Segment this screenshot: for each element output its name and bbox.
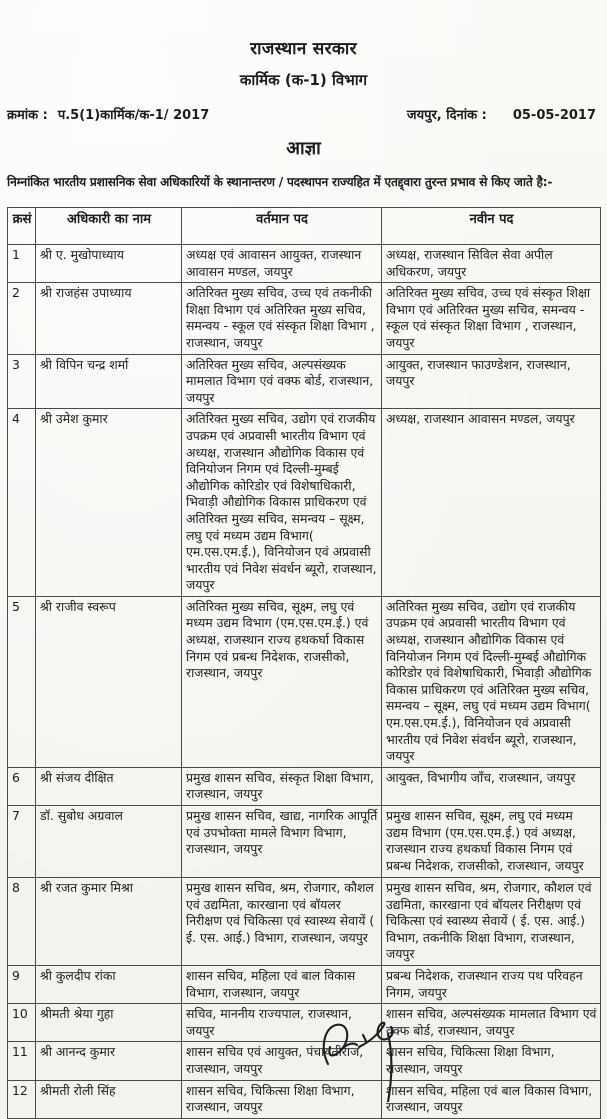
transfer-table-body bbox=[8, 245, 601, 1119]
table-row bbox=[8, 965, 601, 1003]
officer-name-cell: श्रीमती रोली सिंह bbox=[36, 1080, 182, 1118]
table-row bbox=[8, 767, 601, 805]
header-officer-name: अधिकारी का नाम bbox=[36, 208, 182, 245]
serial-cell: 2 bbox=[8, 283, 36, 354]
serial-cell: 10 bbox=[8, 1004, 36, 1042]
new-post-cell: प्रमुख शासन सचिव, सूक्ष्म, लघु एवं मध्यम उद्यम विभाग (एम.एस.एम.ई.) एवं अध्यक्ष, राजस्थान राज्य हथकर्घा विकास निगम एवं प्रबन्ध निदेशक, राजसीको, राजस्थान, जयपुर bbox=[382, 806, 601, 878]
serial-cell: 7 bbox=[8, 806, 36, 878]
table-row bbox=[8, 806, 601, 878]
table-header-row bbox=[8, 208, 601, 245]
serial-cell: 4 bbox=[8, 409, 36, 597]
reference-number-group bbox=[7, 105, 209, 123]
officer-name-cell: श्री राजहंस उपाध्याय bbox=[36, 283, 182, 354]
new-post-cell: आयुक्त, विभागीय जाँच, राजस्थान, जयपुर bbox=[382, 767, 601, 805]
current-post-cell: अतिरिक्त मुख्य सचिव, उच्च एवं तकनीकी शिक्षा विभाग एवं अतिरिक्त मुख्य सचिव, समन्वय - स्कूल एवं संस्कृत शिक्षा विभाग , राजस्थान, जयपुर bbox=[182, 283, 382, 354]
officer-name-cell: श्री संजय दीक्षित bbox=[36, 767, 182, 805]
reference-label: क्रमांक : bbox=[7, 108, 48, 123]
officer-name-cell: श्रीमती श्रेया गुहा bbox=[36, 1004, 182, 1042]
new-post-cell: अध्यक्ष, राजस्थान सिविल सेवा अपील अधिकरण, जयपुर bbox=[382, 245, 601, 283]
current-post-cell: प्रमुख शासन सचिव, श्रम, रोजगार, कौशल एवं उद्यमिता, कारखाना एवं बॉयलर निरीक्षण एवं चिकित्सा एवं स्वास्थ्य सेवायें ( ई. एस. आई.) विभाग, राजस्थान, जयपुर bbox=[182, 878, 382, 966]
reference-line bbox=[7, 105, 600, 123]
officer-name-cell: श्री राजीव स्वरूप bbox=[36, 596, 182, 767]
current-post-cell: अतिरिक्त मुख्य सचिव, उद्योग एवं राजकीय उपक्रम एवं अप्रवासी भारतीय विभाग एवं अध्यक्ष, राजस्थान औद्योगिक विकास एवं विनियोजन निगम एवं दिल्ली-मुम्बई औद्योगिक कोरिडोर एवं विशेषाधिकारी, भिवाड़ी औद्योगिक विकास प्राधिकरण एवं अतिरिक्त मुख्य सचिव, समन्वय – सूक्ष्म, लघु एवं मध्यम उद्यम विभाग( एम.एस.एम.ई.), विनियोजन एवं अप्रवासी भारतीय एवं निवेश संवर्धन ब्यूरो, राजस्थान, जयपुर bbox=[182, 409, 382, 597]
table-row bbox=[8, 409, 601, 597]
signature-scribble bbox=[316, 1012, 406, 1102]
new-post-cell: प्रमुख शासन सचिव, श्रम, रोजगार, कौशल एवं उद्यमिता, कारखाना एवं बॉयलर निरीक्षण एवं चिकित्सा एवं स्वास्थ्य सेवायें ( ई. एस. आई.) विभाग, तकनीकि शिक्षा विभाग, राजस्थान, जयपुर bbox=[382, 878, 601, 966]
current-post-cell: शासन सचिव एवं आयुक्त, पंचायतीराज, राजस्थान, जयपुर bbox=[182, 1042, 382, 1080]
officer-name-cell: श्री ए. मुखोपाध्याय bbox=[36, 245, 182, 283]
current-post-cell: सचिव, माननीय राज्यपाल, राजस्थान, जयपुर bbox=[182, 1004, 382, 1042]
officer-name-cell: श्री कुलदीप रांका bbox=[36, 965, 182, 1003]
officer-name-cell: श्री उमेश कुमार bbox=[36, 409, 182, 597]
officer-name-cell: श्री विपिन चन्द्र शर्मा bbox=[36, 354, 182, 409]
header-current-post: वर्तमान पद bbox=[182, 208, 382, 245]
current-post-cell: शासन सचिव, महिला एवं बाल विकास विभाग, राजस्थान, जयपुर bbox=[182, 965, 382, 1003]
new-post-cell: अतिरिक्त मुख्य सचिव, उच्च एवं संस्कृत शिक्षा विभाग एवं अतिरिक्त मुख्य सचिव, समन्वय - स्कूल एवं संस्कृत शिक्षा विभाग , राजस्थान, जयपुर bbox=[382, 283, 601, 354]
serial-cell: 8 bbox=[8, 878, 36, 966]
serial-cell: 5 bbox=[8, 596, 36, 767]
header-new-post: नवीन पद bbox=[382, 208, 601, 245]
new-post-cell: आयुक्त, राजस्थान फाउण्डेशन, राजस्थान, जयपुर bbox=[382, 354, 601, 409]
current-post-cell: शासन सचिव, चिकित्सा शिक्षा विभाग, राजस्थान, जयपुर bbox=[182, 1080, 382, 1118]
place-date-label: जयपुर, दिनांक : bbox=[406, 108, 487, 123]
intro-text: निम्नांकित भारतीय प्रशासनिक सेवा अधिकारियों के स्थानान्तरण / पदस्थापन राज्यहित में एतद्द्वारा तुरन्त प्रभाव से किए जाते है:- bbox=[7, 175, 553, 189]
current-post-cell: अध्यक्ष एवं आवासन आयुक्त, राजस्थान आवासन मण्डल, जयपुर bbox=[182, 245, 382, 283]
department-subtitle: कार्मिक (क-1) विभाग bbox=[239, 71, 368, 89]
serial-cell: 3 bbox=[8, 354, 36, 409]
table-row bbox=[8, 596, 601, 767]
page-title: राजस्थान सरकार bbox=[250, 39, 357, 59]
table-row bbox=[8, 1042, 601, 1080]
new-post-cell: शासन सचिव, महिला एवं बाल विकास विभाग, राजस्थान, जयपुर bbox=[382, 1080, 601, 1118]
header-serial: क्रसं bbox=[8, 208, 36, 245]
serial-cell: 6 bbox=[8, 767, 36, 805]
table-row bbox=[8, 1080, 601, 1118]
new-post-cell: अध्यक्ष, राजस्थान आवासन मण्डल, जयपुर bbox=[382, 409, 601, 597]
serial-cell: 1 bbox=[8, 245, 36, 283]
table-row bbox=[8, 878, 601, 966]
new-post-cell: प्रबन्ध निदेशक, राजस्थान राज्य पथ परिवहन निगम, जयपुर bbox=[382, 965, 601, 1003]
new-post-cell: शासन सचिव, चिकित्सा शिक्षा विभाग, राजस्थान, जयपुर bbox=[382, 1042, 601, 1080]
new-post-cell: शासन सचिव, अल्पसंख्यक मामलात विभाग एवं वक्फ बोर्ड, राजस्थान, जयपुर bbox=[382, 1004, 601, 1042]
current-post-cell: प्रमुख शासन सचिव, खाद्य, नागरिक आपूर्ति एवं उपभोक्ता मामले विभाग विभाग, राजस्थान, जयपुर bbox=[182, 806, 382, 878]
serial-cell: 12 bbox=[8, 1080, 36, 1118]
transfer-table bbox=[7, 207, 601, 1119]
serial-cell: 9 bbox=[8, 965, 36, 1003]
serial-cell: 11 bbox=[8, 1042, 36, 1080]
current-post-cell: प्रमुख शासन सचिव, संस्कृत शिक्षा विभाग, राजस्थान, जयपुर bbox=[182, 767, 382, 805]
current-post-cell: अतिरिक्त मुख्य सचिव, सूक्ष्म, लघु एवं मध्यम उद्यम विभाग (एम.एस.एम.ई.) एवं अध्यक्ष, राजस्थान राज्य हथकर्घा विकास निगम एवं प्रबन्ध निदेशक, राजसीको, राजस्थान, जयपुर bbox=[182, 596, 382, 767]
current-post-cell: अतिरिक्त मुख्य सचिव, अल्पसंख्यक मामलात विभाग एवं वक्फ बोर्ड, राजस्थान, जयपुर bbox=[182, 354, 382, 409]
officer-name-cell: श्री रजत कुमार मिश्रा bbox=[36, 878, 182, 966]
place-date-group bbox=[407, 105, 600, 123]
officer-name-cell: डॉ. सुबोध अग्रवाल bbox=[36, 806, 182, 878]
order-heading: आज्ञा bbox=[286, 138, 321, 159]
order-date: 05-05-2017 bbox=[512, 108, 596, 123]
table-row bbox=[8, 354, 601, 409]
reference-number: प.5(1)कार्मिक/क-1/ 2017 bbox=[57, 108, 210, 123]
officer-name-cell: श्री आनन्द कुमार bbox=[36, 1042, 182, 1080]
table-row bbox=[8, 1004, 601, 1042]
new-post-cell: अतिरिक्त मुख्य सचिव, उद्योग एवं राजकीय उपक्रम एवं अप्रवासी भारतीय विभाग एवं अध्यक्ष, राजस्थान औद्योगिक विकास एवं विनियोजन निगम एवं दिल्ली-मुम्बई औद्योगिक कोरिडोर एवं विशेषाधिकारी, भिवाड़ी औद्योगिक विकास प्राधिकरण एवं अतिरिक्त मुख्य सचिव, समन्वय – सूक्ष्म, लघु एवं मध्यम उद्यम विभाग( एम.एस.एम.ई.), विनियोजन एवं अप्रवासी भारतीय एवं निवेश संवर्धन ब्यूरो, राजस्थान, जयपुर bbox=[382, 596, 601, 767]
table-row bbox=[8, 283, 601, 354]
transfer-table-head bbox=[8, 208, 601, 245]
table-row bbox=[8, 245, 601, 283]
